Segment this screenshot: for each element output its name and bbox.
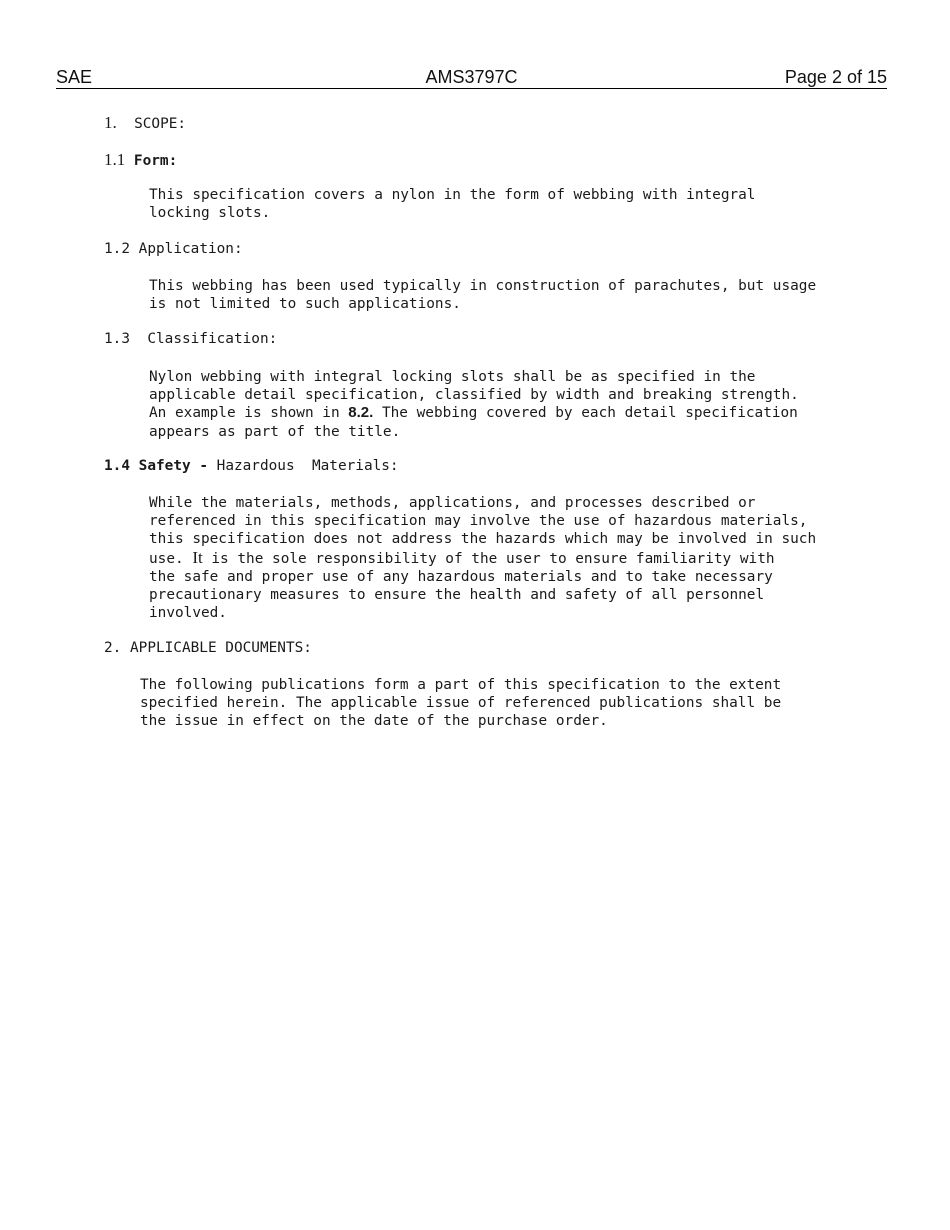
section-1-2-body: This webbing has been used typically in construction of parachutes, but usage is not limited to such applications. <box>149 278 817 313</box>
section-1-3-body <box>149 368 799 441</box>
section-1-4-heading <box>104 458 399 474</box>
body-text: While the materials, methods, applications, and processes described or referenced in this specification may involve the use of hazardous materials, this specification does not address the hazards which may be involved in such use. <box>149 495 817 567</box>
section-number: 1.4 <box>104 458 130 474</box>
section-title: Classification: <box>147 331 278 347</box>
header-doc-number: AMS3797C <box>425 67 518 87</box>
section-1-3-heading <box>104 331 277 347</box>
section-2-body: The following publications form a part of this specification to the extent specified herein. The applicable issue of referenced publications shall be the issue in effect on the date of the purchase order. <box>140 677 782 730</box>
section-1-2-heading <box>104 241 243 257</box>
section-1-4-body <box>149 494 816 622</box>
section-number: 1.2 <box>104 241 130 257</box>
section-title: Application: <box>138 241 243 257</box>
section-title: Form: <box>133 153 178 169</box>
section-title: Hazardous Materials: <box>216 458 399 474</box>
section-2-heading: 2. APPLICABLE DOCUMENTS: <box>104 640 312 656</box>
section-title-bold: Safety - <box>138 458 208 474</box>
section-number: 1.3 <box>104 331 130 347</box>
body-text: is the sole responsibility of the user to ensure familiarity with the safe and proper use of any hazardous materials and to take necessary precautionary measures to ensure the health and safety of all personnel involved. <box>149 550 775 622</box>
section-1-heading <box>104 113 186 133</box>
body-text-emphasis: It <box>192 547 203 567</box>
section-number: 1. <box>104 113 117 132</box>
section-1-1-heading <box>104 150 177 170</box>
section-1-1-body: This specification covers a nylon in the form of webbing with integral locking slots. <box>149 187 756 222</box>
section-number: 1.1 <box>104 150 126 169</box>
section-reference: 8.2. <box>348 404 374 422</box>
body-text: Nylon webbing with integral locking slots shall be as specified in the applicable detail specification, classified by width and breaking strength. An example is shown in <box>149 369 799 422</box>
section-title: SCOPE: <box>134 116 187 132</box>
header-page-number: Page 2 of 15 <box>784 67 887 87</box>
body-text: The webbing covered by each detail specification appears as part of the title. <box>149 405 798 440</box>
page-header <box>56 66 887 89</box>
header-org: SAE <box>56 67 93 87</box>
